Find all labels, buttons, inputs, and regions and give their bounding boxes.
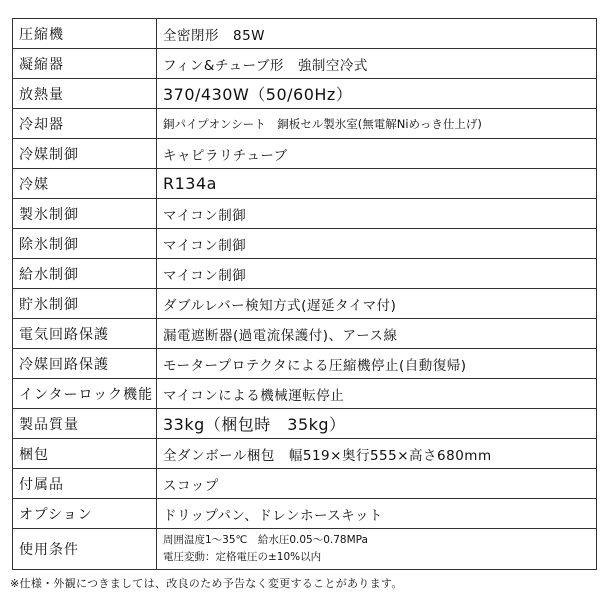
- spec-row-heat-output: [13, 79, 597, 109]
- spec-label: 製品質量: [13, 409, 157, 439]
- spec-row-accessories: [13, 469, 597, 499]
- spec-value: モータープロテクタによる圧縮機停止(自動復帰): [157, 349, 597, 379]
- spec-row-interlock: [13, 379, 597, 409]
- conditions-line-ambient-water: 周囲温度1～35℃ 給水圧0.05～0.78MPa: [163, 534, 368, 546]
- spec-value: フィン&チューブ形 強制空冷式: [157, 49, 597, 79]
- spec-label: 放熱量: [13, 79, 157, 109]
- spec-value: 全密閉形 85W: [157, 19, 597, 49]
- spec-row-deicing-control: [13, 229, 597, 259]
- spec-label: 除氷制御: [13, 229, 157, 259]
- spec-row-refrigerant-control: [13, 139, 597, 169]
- spec-label: インターロック機能: [13, 379, 157, 409]
- spec-row-condenser: [13, 49, 597, 79]
- spec-row-operating-conditions: [13, 529, 597, 570]
- spec-table: [12, 18, 597, 570]
- spec-value: マイコンによる機械運転停止: [157, 379, 597, 409]
- spec-row-evaporator: [13, 109, 597, 139]
- spec-row-weight: [13, 409, 597, 439]
- spec-label: 貯氷制御: [13, 289, 157, 319]
- spec-value-conditions: [157, 529, 597, 570]
- spec-value: 370/430W（50/60Hz）: [157, 79, 597, 109]
- spec-value: 全ダンボール梱包 幅519×奥行555×高さ680mm: [157, 439, 597, 469]
- spec-value: スコップ: [157, 469, 597, 499]
- spec-row-ice-storage-control: [13, 289, 597, 319]
- spec-value: マイコン制御: [157, 199, 597, 229]
- spec-row-refrigerant-circuit-protection: [13, 349, 597, 379]
- spec-label: 使用条件: [13, 529, 157, 570]
- spec-row-packaging: [13, 439, 597, 469]
- spec-value: マイコン制御: [157, 259, 597, 289]
- spec-label: 冷媒回路保護: [13, 349, 157, 379]
- spec-value: 漏電遮断器(過電流保護付)、アース線: [157, 319, 597, 349]
- spec-row-options: [13, 499, 597, 529]
- spec-row-ice-making-control: [13, 199, 597, 229]
- spec-value: ダブルレバー検知方式(遅延タイマ付): [157, 289, 597, 319]
- conditions-line-voltage: 電圧変動：定格電圧の±10%以内: [163, 551, 322, 563]
- spec-label: 付属品: [13, 469, 157, 499]
- spec-row-refrigerant: [13, 169, 597, 199]
- spec-label: 圧縮機: [13, 19, 157, 49]
- spec-value: 銅パイプオンシート 銅板セル製氷室(無電解Niめっき仕上げ): [157, 109, 597, 139]
- spec-label: 梱包: [13, 439, 157, 469]
- spec-row-compressor: [13, 19, 597, 49]
- footnote: ※仕様・外観につきましては、改良のため予告なく変更することがあります。: [10, 577, 403, 590]
- spec-label: 冷却器: [13, 109, 157, 139]
- spec-row-electrical-protection: [13, 319, 597, 349]
- spec-label: 電気回路保護: [13, 319, 157, 349]
- spec-label: 冷媒: [13, 169, 157, 199]
- spec-label: 製氷制御: [13, 199, 157, 229]
- spec-value: キャピラリチューブ: [157, 139, 597, 169]
- spec-row-water-supply-control: [13, 259, 597, 289]
- spec-value: マイコン制御: [157, 229, 597, 259]
- spec-value: R134a: [157, 169, 597, 199]
- spec-label: 冷媒制御: [13, 139, 157, 169]
- spec-label: 凝縮器: [13, 49, 157, 79]
- spec-label: 給水制御: [13, 259, 157, 289]
- spec-value: 33kg（梱包時 35kg）: [157, 409, 597, 439]
- spec-label: オプション: [13, 499, 157, 529]
- spec-value: ドリップパン、ドレンホースキット: [157, 499, 597, 529]
